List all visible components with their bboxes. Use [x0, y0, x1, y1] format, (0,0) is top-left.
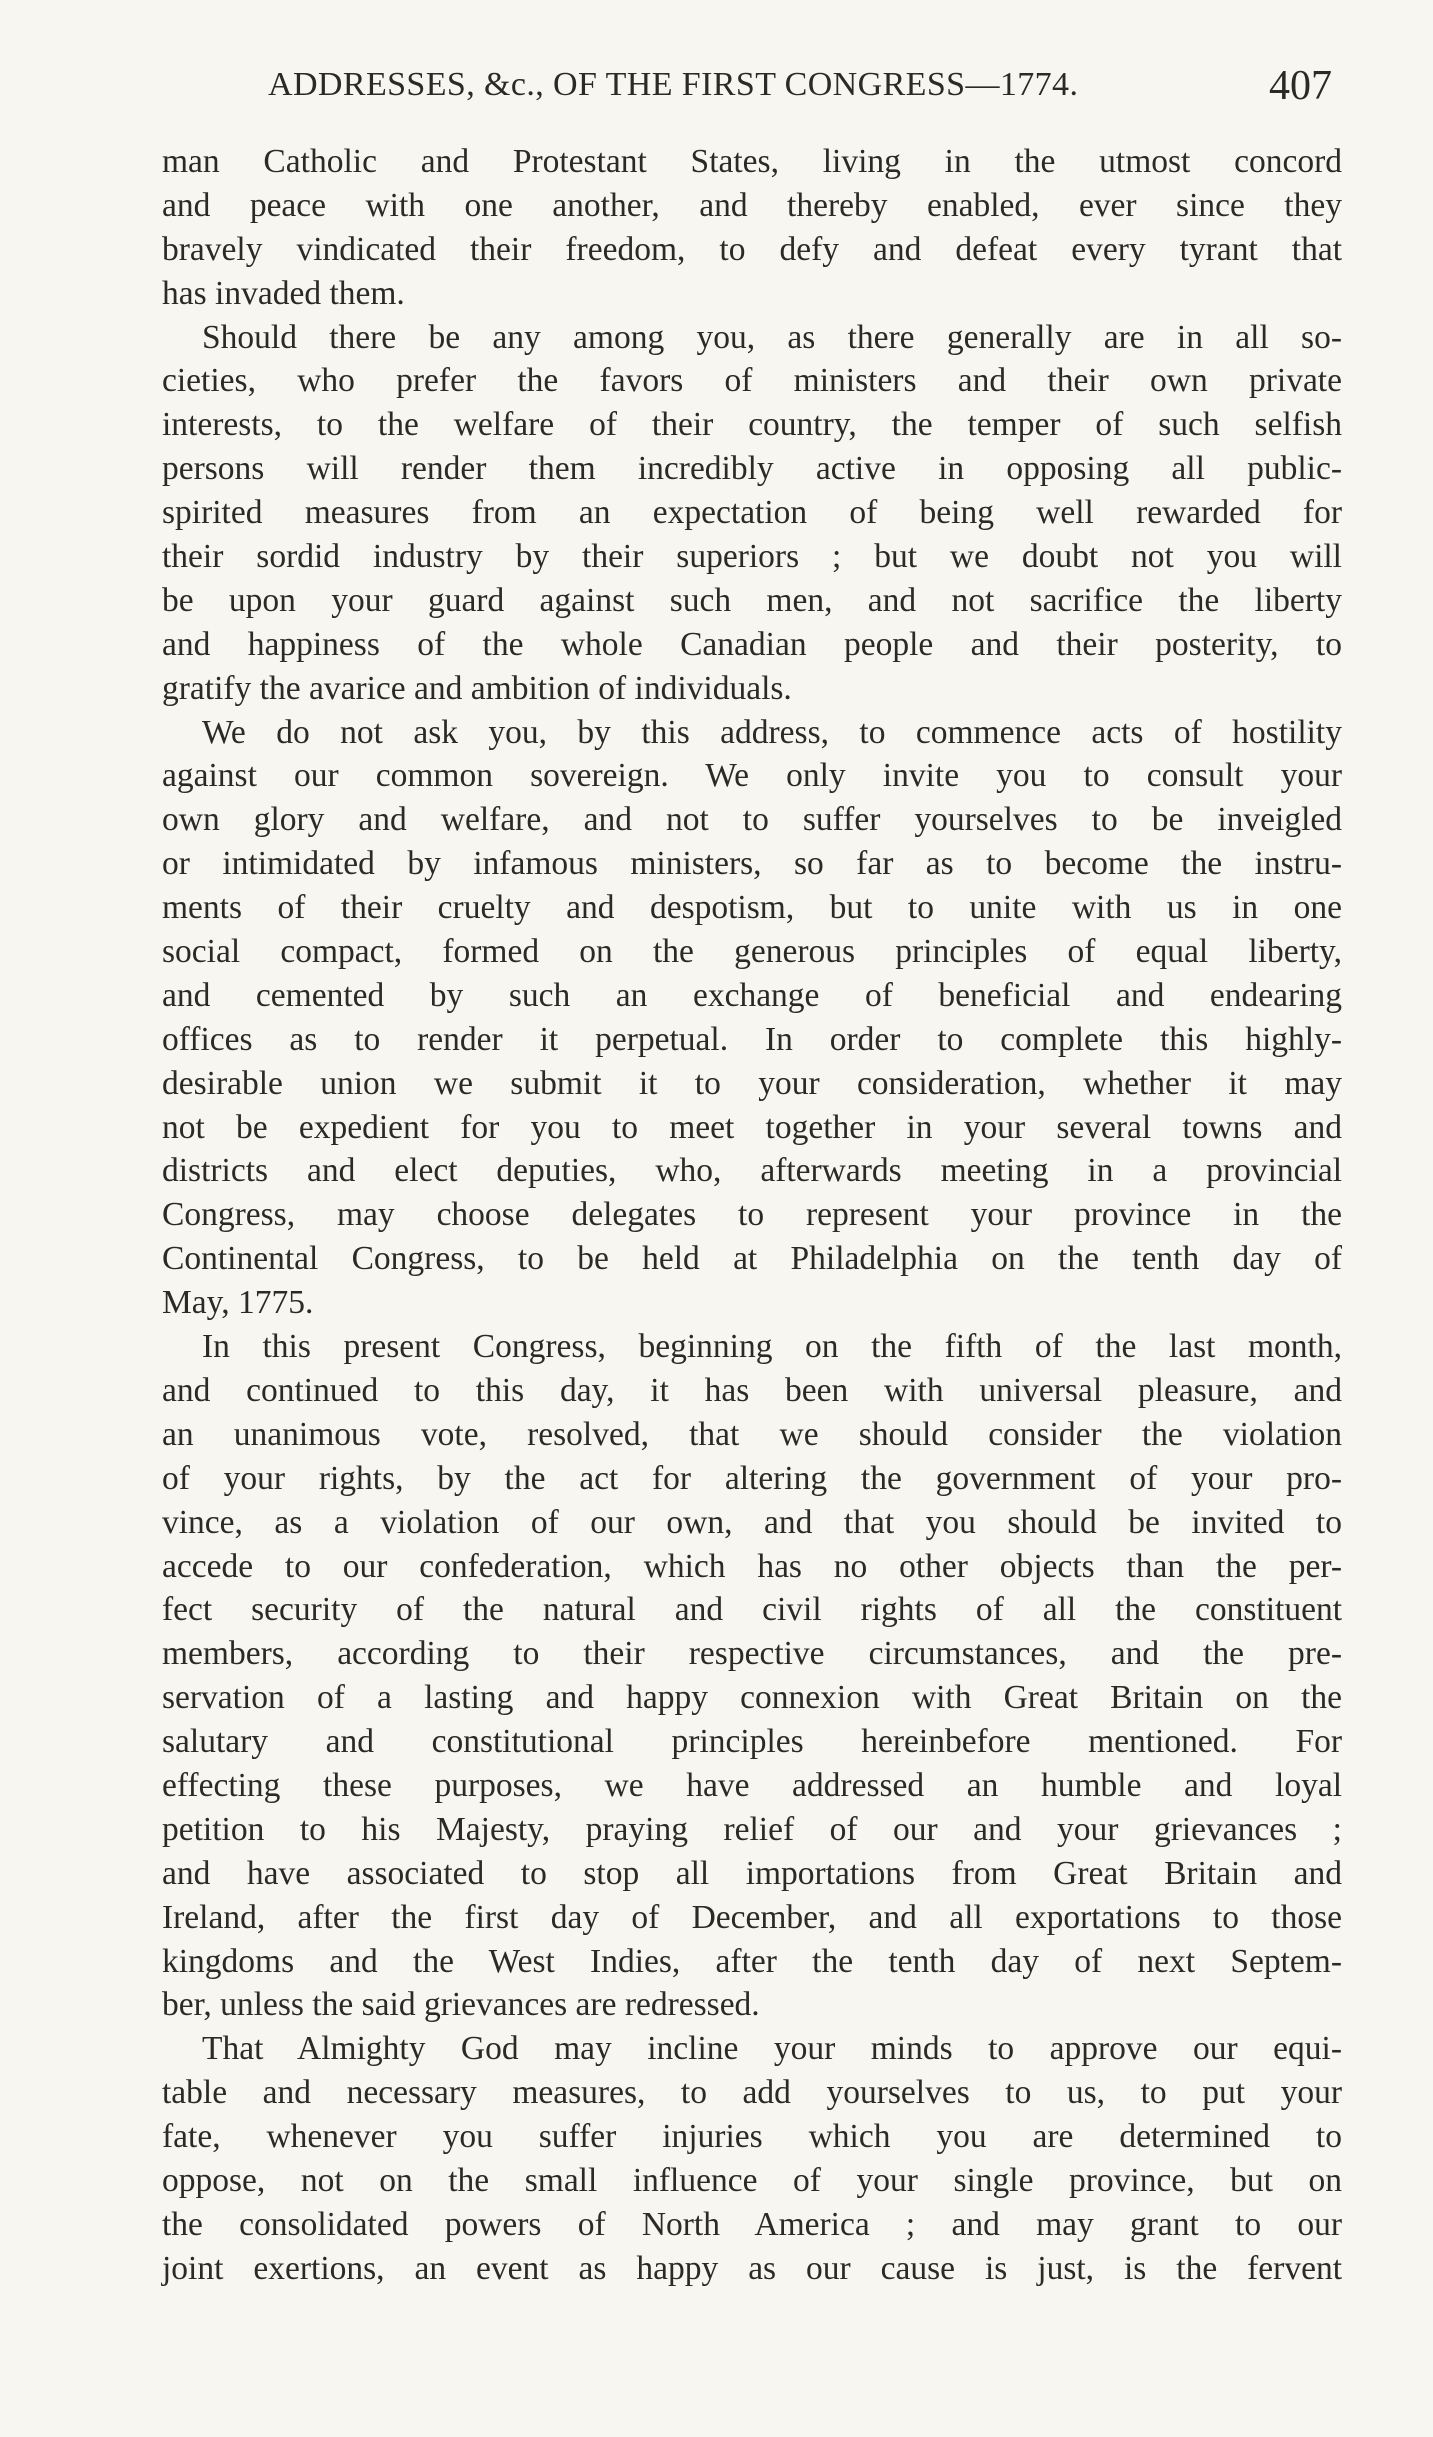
text-line: has invaded them. — [162, 274, 405, 312]
text-line: an unanimous vote, resolved, that we should consider the violation — [162, 1415, 1342, 1453]
text-line: fect security of the natural and civil rights of all the constituent — [162, 1591, 1342, 1629]
text-line: be upon your guard against such men, and not sacrifice the liberty — [162, 581, 1342, 619]
text-line: May, 1775. — [162, 1284, 314, 1322]
text-line: members, according to their respective circumstances, and the pre- — [162, 1635, 1342, 1673]
text-line: servation of a lasting and happy connexion with Great Britain on the — [162, 1679, 1342, 1717]
text-line: spirited measures from an expectation of being well rewarded for — [162, 494, 1342, 532]
text-line: districts and elect deputies, who, afterwards meeting in a provincial — [162, 1152, 1342, 1190]
body-text — [162, 140, 1342, 2291]
text-line: and peace with one another, and thereby enabled, ever since they — [162, 186, 1342, 224]
text-line: of your rights, by the act for altering the government of your pro- — [162, 1459, 1342, 1497]
text-line: fate, whenever you suffer injuries which you are determined to — [162, 2118, 1342, 2156]
text-line: effecting these purposes, we have addressed an humble and loyal — [162, 1766, 1342, 1804]
text-line: desirable union we submit it to your consideration, whether it may — [162, 1064, 1342, 1102]
text-line: offices as to render it perpetual. In order to complete this highly- — [162, 1020, 1342, 1058]
text-line: and continued to this day, it has been with universal pleasure, and — [162, 1371, 1342, 1409]
text-line: the consolidated powers of North America ; and may grant to our — [162, 2205, 1342, 2243]
text-line: Continental Congress, to be held at Philadelphia on the tenth day of — [162, 1240, 1342, 1278]
text-line: not be expedient for you to meet together in your several towns and — [162, 1108, 1342, 1146]
text-line: social compact, formed on the generous principles of equal liberty, — [162, 933, 1342, 971]
text-line: joint exertions, an event as happy as our cause is just, is the fervent — [162, 2249, 1342, 2287]
text-line: interests, to the welfare of their country, the temper of such selfish — [162, 406, 1342, 444]
running-title: ADDRESSES, &c., OF THE FIRST CONGRESS—1774. — [268, 66, 1079, 103]
page-number: 407 — [1269, 63, 1332, 109]
text-line: petition to his Majesty, praying relief of our and your grievances ; — [162, 1810, 1342, 1848]
text-line: persons will render them incredibly active in opposing all public- — [162, 450, 1342, 488]
text-line: Should there be any among you, as there generally are in all so- — [202, 318, 1342, 356]
text-line: cieties, who prefer the favors of ministers and their own private — [162, 362, 1342, 400]
text-line: vince, as a violation of our own, and that you should be invited to — [162, 1503, 1342, 1541]
text-line: Ireland, after the first day of December, and all exportations to those — [162, 1898, 1342, 1936]
running-head — [268, 63, 1332, 116]
text-line: We do not ask you, by this address, to commence acts of hostility — [202, 713, 1342, 751]
text-line: or intimidated by infamous ministers, so far as to become the instru- — [162, 845, 1342, 883]
text-line: own glory and welfare, and not to suffer yourselves to be inveigled — [162, 801, 1342, 839]
text-line: bravely vindicated their freedom, to defy and defeat every tyrant that — [162, 230, 1342, 268]
text-line: against our common sovereign. We only invite you to consult your — [162, 757, 1342, 795]
text-line: kingdoms and the West Indies, after the tenth day of next Septem- — [162, 1942, 1342, 1980]
text-line: and have associated to stop all importations from Great Britain and — [162, 1854, 1342, 1892]
text-line: salutary and constitutional principles hereinbefore mentioned. For — [162, 1723, 1342, 1761]
text-line: and happiness of the whole Canadian people and their posterity, to — [162, 625, 1342, 663]
text-line: their sordid industry by their superiors ; but we doubt not you will — [162, 538, 1342, 576]
text-line: accede to our confederation, which has no other objects than the per- — [162, 1547, 1342, 1585]
text-line: table and necessary measures, to add yourselves to us, to put your — [162, 2074, 1342, 2112]
text-line: In this present Congress, beginning on the fifth of the last month, — [202, 1328, 1342, 1366]
text-line: Congress, may choose delegates to represent your province in the — [162, 1196, 1342, 1234]
text-line: ments of their cruelty and despotism, but to unite with us in one — [162, 889, 1342, 927]
text-line: man Catholic and Protestant States, living in the utmost concord — [162, 143, 1342, 180]
text-line: oppose, not on the small influence of your single province, but on — [162, 2161, 1342, 2199]
text-line: gratify the avarice and ambition of individuals. — [162, 669, 792, 707]
text-line: ber, unless the said grievances are redressed. — [162, 1986, 760, 2024]
text-line: That Almighty God may incline your minds to approve our equi- — [202, 2030, 1342, 2068]
text-line: and cemented by such an exchange of beneficial and endearing — [162, 976, 1342, 1014]
